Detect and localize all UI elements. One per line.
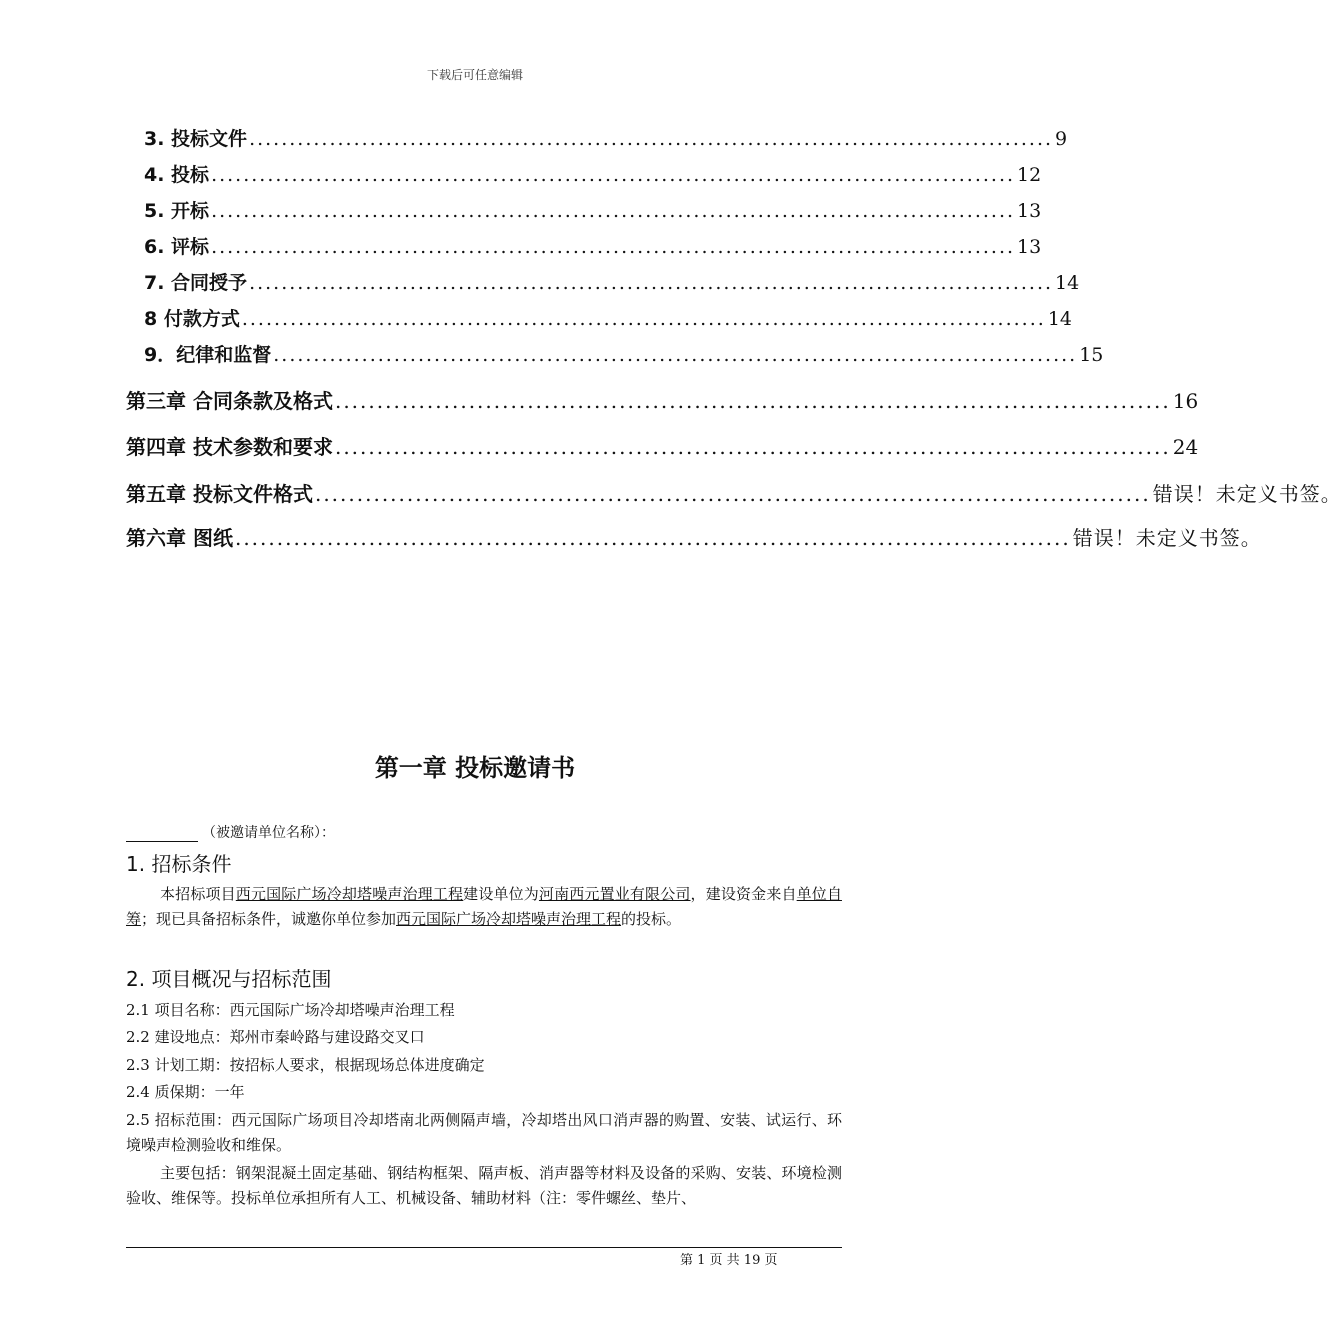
toc-entry-label: 第六章 图纸 (126, 526, 233, 550)
text: ，建设资金来自 (690, 885, 797, 903)
toc-leader: .................................................................................................... (211, 236, 1016, 258)
overview-item: 2.4 质保期：一年 (126, 1083, 245, 1101)
toc-entry-label: 第五章 投标文件格式 (126, 482, 313, 506)
text: 本招标项目 (160, 885, 236, 903)
text: ；现已具备招标条件，诚邀你单位参加 (141, 910, 397, 928)
toc-entry-page: 13 (1017, 200, 1042, 222)
toc-chapter-entry[interactable] (126, 522, 1262, 551)
overview-item: 2.1 项目名称：西元国际广场冷却塔噪声治理工程 (126, 1001, 455, 1019)
toc-entry[interactable] (144, 268, 1080, 295)
footer-divider (126, 1247, 842, 1248)
toc-leader: .................................................................................................... (234, 526, 1071, 550)
toc-entry[interactable] (144, 160, 1042, 187)
toc-entry[interactable] (144, 124, 1068, 151)
toc-entry-page-error: 错误！未定义书签。 (1072, 526, 1262, 550)
tender-conditions-paragraph (126, 882, 842, 932)
invitee-label: （被邀请单位名称）： (202, 825, 335, 841)
toc-entry-label: 5. 开标 (144, 200, 210, 222)
toc-entry-label: 6. 评标 (144, 236, 210, 258)
toc-entry-label: 第三章 合同条款及格式 (126, 389, 333, 413)
toc-entry-page: 13 (1017, 236, 1042, 258)
toc-chapter-entry[interactable] (126, 478, 1342, 507)
toc-entry[interactable] (144, 232, 1042, 259)
toc-chapter-entry[interactable] (126, 385, 1199, 414)
toc-leader: .................................................................................................... (211, 200, 1016, 222)
toc-leader: .................................................................................................... (273, 344, 1078, 366)
section-heading: 1. 招标条件 (126, 852, 232, 876)
toc-entry-page: 15 (1079, 344, 1104, 366)
toc-entry-label: 第四章 技术参数和要求 (126, 435, 333, 459)
toc-leader: .................................................................................................... (334, 389, 1171, 413)
owner-name: 河南西元置业有限公司 (538, 885, 691, 903)
chapter-title: 第一章 投标邀请书 (374, 754, 576, 782)
toc-entry[interactable] (144, 340, 1104, 367)
funding-source: 单位自筹 (126, 885, 842, 928)
toc-entry-page: 9 (1055, 128, 1068, 150)
main-content-paragraph: 主要包括：钢架混凝土固定基础、钢结构框架、隔声板、消声器等材料及设备的采购、安装、环境检测验收、维保等。投标单位承担所有人工、机械设备、辅助材料（注：零件螺丝、垫片、 (126, 1164, 842, 1207)
toc-entry[interactable] (144, 196, 1042, 223)
project-name: 西元国际广场冷却塔噪声治理工程 (235, 885, 464, 903)
invitee-blank[interactable] (126, 827, 198, 842)
toc-leader: .................................................................................................... (211, 164, 1016, 186)
overview-item: 2.2 建设地点：郑州市秦岭路与建设路交叉口 (126, 1028, 425, 1046)
toc-entry[interactable] (144, 304, 1072, 331)
header-note: 下载后可任意编辑 (426, 68, 523, 82)
toc-leader: .................................................................................................... (249, 272, 1054, 294)
scope-paragraph: 2.5 招标范围：西元国际广场项目冷却塔南北两侧隔声墙，冷却塔出风口消声器的购置、安装、试运行、环境噪声检测验收和维保。 (126, 1111, 842, 1154)
toc-chapter-entry[interactable] (126, 431, 1199, 460)
invitee-line (126, 822, 335, 842)
toc-entry-label: 9．纪律和监督 (144, 344, 272, 366)
toc-entry-label: 7. 合同授予 (144, 272, 248, 294)
toc-leader: .................................................................................................... (334, 435, 1171, 459)
toc-entry-label: 8 付款方式 (144, 308, 240, 330)
overview-item: 2.3 计划工期：按招标人要求，根据现场总体进度确定 (126, 1056, 485, 1074)
toc-entry-page: 24 (1172, 435, 1199, 459)
toc-entry-page: 16 (1172, 389, 1199, 413)
toc-entry-page: 14 (1047, 308, 1072, 330)
page-number: 第 1 页 共 19 页 (680, 1253, 778, 1268)
toc-entry-page: 14 (1055, 272, 1080, 294)
toc-entry-label: 3. 投标文件 (144, 128, 248, 150)
toc-leader: .................................................................................................... (241, 308, 1046, 330)
toc-entry-page-error: 错误！未定义书签。 (1152, 482, 1342, 506)
project-name: 西元国际广场冷却塔噪声治理工程 (396, 910, 622, 928)
toc-leader: .................................................................................................... (314, 482, 1151, 506)
section-heading: 2. 项目概况与招标范围 (126, 967, 332, 991)
toc-entry-label: 4. 投标 (144, 164, 210, 186)
toc-entry-page: 12 (1017, 164, 1042, 186)
toc-leader: .................................................................................................... (249, 128, 1054, 150)
text: 的投标。 (621, 910, 682, 928)
text: 建设单位为 (463, 885, 539, 903)
